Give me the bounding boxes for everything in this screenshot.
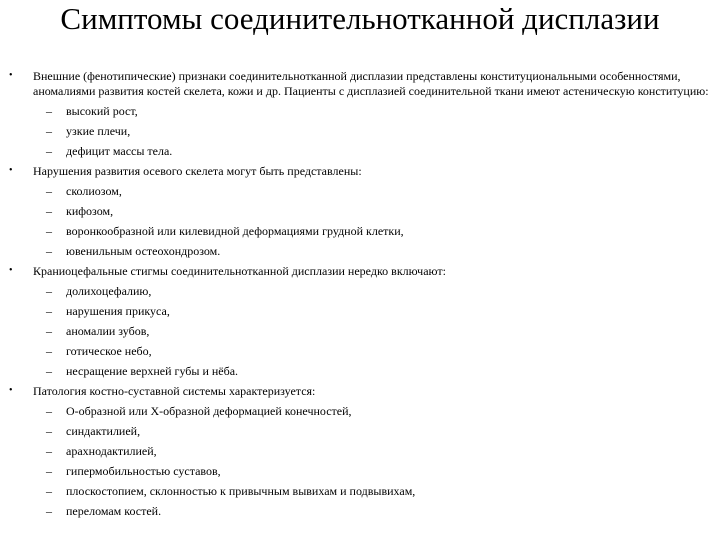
- list-item: – несращение верхней губы и нёба.: [46, 361, 720, 381]
- dash-marker: –: [46, 364, 52, 378]
- list-item: – сколиозом,: [46, 181, 720, 201]
- dash-marker: –: [46, 444, 52, 458]
- list-item: – высокий рост,: [46, 101, 720, 121]
- list-item: – арахнодактилией,: [46, 441, 720, 461]
- bullet-marker: •: [9, 165, 13, 176]
- dash-marker: –: [46, 404, 52, 418]
- intro-text: Внешние (фенотипические) признаки соединительнотканной дисплазии представлены конституциональными особенностями, аномалиями развития костей скелета, кожи и др. Пациенты с дисплазией соединительной ткани имеют астеническую конституцию:: [33, 69, 709, 98]
- bullet-text: Нарушения развития осевого скелета могут быть представлены:: [33, 164, 362, 178]
- dash-marker: –: [46, 424, 52, 438]
- list-item: – долихоцефалию,: [46, 281, 720, 301]
- dash-marker: –: [46, 184, 52, 198]
- bullet-list: [0, 66, 720, 521]
- dash-marker: –: [46, 284, 52, 298]
- dash-marker: –: [46, 484, 52, 498]
- dash-marker: –: [46, 244, 52, 258]
- dash-marker: –: [46, 504, 52, 518]
- list-item: – нарушения прикуса,: [46, 301, 720, 321]
- dash-marker: –: [46, 124, 52, 138]
- bullet-block-osteoarticular: [0, 381, 720, 521]
- bullet-text: Краниоцефальные стигмы соединительнотканной дисплазии нередко включают:: [33, 264, 446, 278]
- bullet-block-craniofacial: [0, 261, 720, 381]
- bullet-block-axial-skeleton: [0, 161, 720, 261]
- list-item: – узкие плечи,: [46, 121, 720, 141]
- list-item: – синдактилией,: [46, 421, 720, 441]
- bullet-text: Патология костно-суставной системы характеризуется:: [33, 384, 316, 398]
- bullet-marker: •: [9, 70, 13, 81]
- page-title: Симптомы соединительнотканной дисплазии: [60, 1, 660, 36]
- list-item: – кифозом,: [46, 201, 720, 221]
- dash-marker: –: [46, 304, 52, 318]
- dash-marker: –: [46, 224, 52, 238]
- bullet-block-phenotype: [0, 66, 720, 161]
- list-item: – аномалии зубов,: [46, 321, 720, 341]
- list-item: – ювенильным остеохондрозом.: [46, 241, 720, 261]
- list-item: – гипермобильностью суставов,: [46, 461, 720, 481]
- list-item: – воронкообразной или килевидной деформациями грудной клетки,: [46, 221, 720, 241]
- dash-marker: –: [46, 144, 52, 158]
- list-item: – дефицит массы тела.: [46, 141, 720, 161]
- dash-marker: –: [46, 464, 52, 478]
- bullet-marker: •: [9, 265, 13, 276]
- dash-marker: –: [46, 104, 52, 118]
- dash-marker: –: [46, 204, 52, 218]
- bullet-marker: •: [9, 385, 13, 396]
- dash-marker: –: [46, 324, 52, 338]
- list-item: – переломам костей.: [46, 501, 720, 521]
- dash-marker: –: [46, 344, 52, 358]
- list-item: – О-образной или Х-образной деформацией конечностей,: [46, 401, 720, 421]
- list-item: – плоскостопием, склонностью к привычным вывихам и подвывихам,: [46, 481, 720, 501]
- list-item: – готическое небо,: [46, 341, 720, 361]
